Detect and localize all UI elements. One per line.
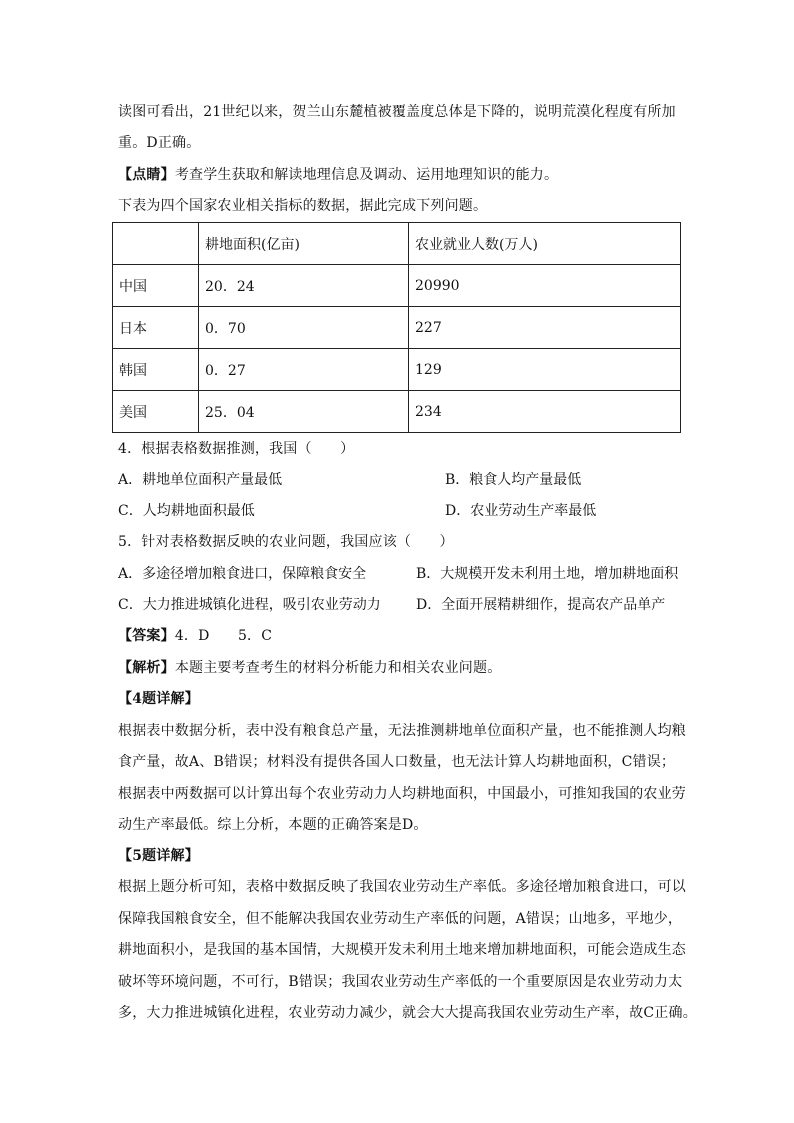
table-intro: 下表为四个国家农业相关指标的数据，据此完成下列问题。 xyxy=(118,198,488,214)
intro-line-1: 读图可看出，21世纪以来，贺兰山东麓植被覆盖度总体是下降的，说明荒漠化程度有所加 xyxy=(118,104,676,120)
table-row xyxy=(113,349,681,391)
dianjing-tag: 【点睛】 xyxy=(118,167,175,183)
table-cell-workers: 227 xyxy=(409,307,681,349)
q4-detail-line: 动生产率最低。综上分析，本题的正确答案是D。 xyxy=(118,817,428,833)
table-header-cell: 耕地面积(亿亩) xyxy=(199,223,409,265)
question-4-option-a: A．耕地单位面积产量最低 xyxy=(118,472,283,488)
table-row xyxy=(113,391,681,433)
table-cell-area: 20．24 xyxy=(199,265,409,307)
dianjing-text: 考查学生获取和解读地理信息及调动、运用地理知识的能力。 xyxy=(174,167,559,183)
table-cell-area: 25．04 xyxy=(199,391,409,433)
q5-detail-heading: 【5题详解】 xyxy=(118,848,199,864)
table-header-cell: 农业就业人数(万人) xyxy=(409,223,681,265)
table-header-cell xyxy=(113,223,199,265)
q5-detail-line: 多，大力推进城镇化进程，农业劳动力减少，就会大大提高我国农业劳动生产率，故C正确。 xyxy=(118,1005,697,1021)
table-cell-area: 0．70 xyxy=(199,307,409,349)
question-5-option-d: D．全面开展精耕细作，提高农产品单产 xyxy=(416,597,666,613)
answer-text: 4．D 5．C xyxy=(174,628,273,644)
q4-detail-line: 食产量，故A、B错误；材料没有提供各国人口数量，也无法计算人均耕地面积，C错误； xyxy=(118,754,676,770)
dianjing-paragraph xyxy=(118,165,688,185)
intro-line-2: 重。D正确。 xyxy=(118,135,201,151)
question-4-option-d: D．农业劳动生产率最低 xyxy=(445,503,597,519)
q5-detail-line: 保障我国粮食安全，但不能解决我国农业劳动生产率低的问题，A错误；山地多，平地少， xyxy=(118,911,683,927)
q4-detail-line: 根据表中两数据可以计算出每个农业劳动力人均耕地面积，中国最小，可推知我国的农业劳 xyxy=(118,786,686,802)
table-cell-country: 日本 xyxy=(113,307,199,349)
agriculture-table xyxy=(112,222,681,433)
q5-detail-line: 耕地面积小，是我国的基本国情，大规模开发未利用土地来增加耕地面积，可能会造成生态 xyxy=(118,942,686,958)
table-row xyxy=(113,265,681,307)
table-row xyxy=(113,307,681,349)
question-5-option-b: B．大规模开发未利用土地，增加耕地面积 xyxy=(416,566,679,582)
q5-detail-line: 破坏等环境问题，不可行，B错误；我国农业劳动生产率低的一个重要原因是农业劳动力太 xyxy=(118,974,683,990)
question-4-option-b: B．粮食人均产量最低 xyxy=(445,472,582,488)
table-cell-workers: 129 xyxy=(409,349,681,391)
table-cell-area: 0．27 xyxy=(199,349,409,391)
question-5-option-a: A．多途径增加粮食进口，保障粮食安全 xyxy=(118,566,367,582)
table-cell-workers: 20990 xyxy=(409,265,681,307)
question-4-option-c: C．人均耕地面积最低 xyxy=(118,503,255,519)
table-cell-country: 中国 xyxy=(113,265,199,307)
answer-paragraph xyxy=(118,626,688,646)
answer-tag: 【答案】 xyxy=(118,628,175,644)
q4-detail-line: 根据表中数据分析，表中没有粮食总产量，无法推测耕地单位面积产量，也不能推测人均粮 xyxy=(118,723,686,739)
q4-detail-heading: 【4题详解】 xyxy=(118,691,199,707)
question-4-stem: 4．根据表格数据推测，我国（ ） xyxy=(118,441,355,457)
table-cell-country: 韩国 xyxy=(113,349,199,391)
table-cell-workers: 234 xyxy=(409,391,681,433)
table-header-row xyxy=(113,223,681,265)
question-5-option-c: C．大力推进城镇化进程，吸引农业劳动力 xyxy=(118,597,381,613)
q5-detail-line: 根据上题分析可知，表格中数据反映了我国农业劳动生产率低。多途径增加粮食进口，可以 xyxy=(118,879,686,895)
analysis-tag: 【解析】 xyxy=(118,660,175,676)
table-cell-country: 美国 xyxy=(113,391,199,433)
question-5-stem: 5．针对表格数据反映的农业问题，我国应该（ ） xyxy=(118,534,454,550)
analysis-text: 本题主要考查考生的材料分析能力和相关农业问题。 xyxy=(174,660,502,676)
analysis-paragraph xyxy=(118,658,688,678)
